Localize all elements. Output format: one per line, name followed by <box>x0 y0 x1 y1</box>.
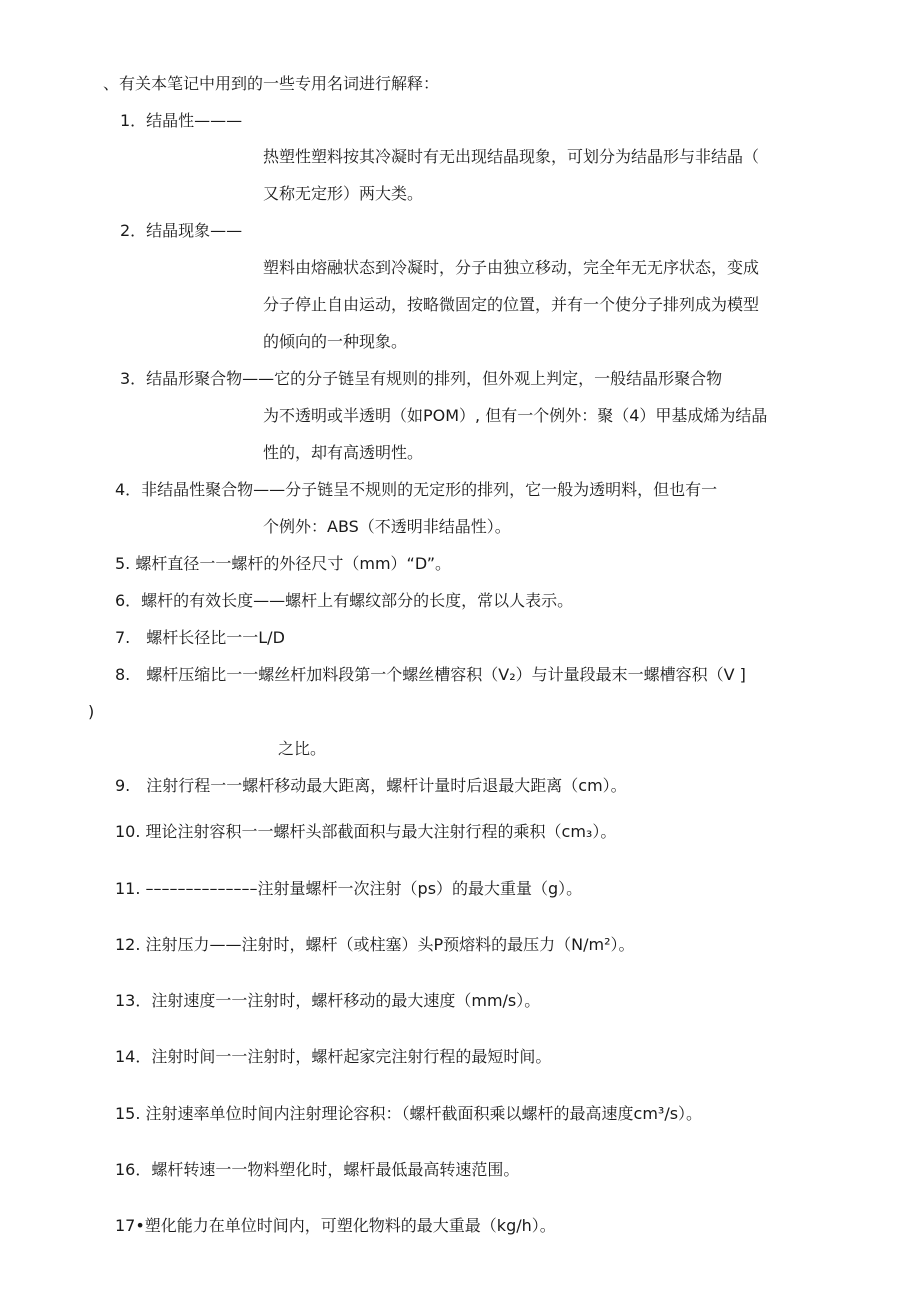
item-11: 11. ––––––––––––––注射量螺杆一次注射（ps）的最大重量（g）。 <box>115 879 583 898</box>
item-6: 6．螺杆的有效长度——螺杆上有螺纹部分的长度，常以人表示。 <box>115 591 574 610</box>
item-3-head: 3．结晶形聚合物——它的分子链呈有规则的排列，但外观上判定，一般结晶形聚合物 <box>120 369 723 388</box>
item-3-body: 性的，却有高透明性。 <box>263 443 424 462</box>
item-1-body: 又称无定形）两大类。 <box>263 184 424 203</box>
item-1-body: 热塑性塑料按其冷凝时有无出现结晶现象，可划分为结晶形与非结晶（ <box>263 147 760 166</box>
item-7: 7. 螺杆长径比一一L/D <box>115 628 285 647</box>
item-12: 12. 注射压力——注射时，螺杆（或柱塞）头P预熔料的最压力（N/m²）。 <box>115 935 635 954</box>
item-17: 17•塑化能力在单位时间内，可塑化物料的最大重最（kg/h）。 <box>115 1216 556 1235</box>
item-8-paren: ) <box>88 702 95 721</box>
item-2-body: 塑料由熔融状态到冷凝时，分子由独立移动，完全年无无序状态，变成 <box>263 258 760 277</box>
item-4-head: 4．非结晶性聚合物——分子链呈不规则的无定形的排列，它一般为透明料，但也有一 <box>115 480 718 499</box>
item-13: 13．注射速度一一注射时，螺杆移动的最大速度（mm/s）。 <box>115 991 541 1010</box>
item-8-head: 8. 螺杆压缩比一一螺丝杆加料段第一个螺丝槽容积（V₂）与计量段最末一螺槽容积（V ] <box>115 665 746 684</box>
item-1-head: 1．结晶性——— <box>120 111 243 130</box>
item-2-head: 2．结晶现象—— <box>120 221 243 240</box>
item-9: 9. 注射行程一一螺杆移动最大距离，螺杆计量时后退最大距离（cm）。 <box>115 776 627 795</box>
intro-line: 、有关本笔记中用到的一些专用名词进行解释： <box>103 74 440 93</box>
item-10: 10. 理论注射容积一一螺杆头部截面积与最大注射行程的乘积（cm₃）。 <box>115 822 617 841</box>
item-15: 15. 注射速率单位时间内注射理论容积：（螺杆截面积乘以螺杆的最高速度cm³/s）。 <box>115 1104 703 1123</box>
item-16: 16．螺杆转速一一物料塑化时，螺杆最低最高转速范围。 <box>115 1160 520 1179</box>
item-2-body: 的倾向的一种现象。 <box>263 332 408 351</box>
item-4-body: 个例外：ABS（不透明非结晶性）。 <box>263 517 511 536</box>
item-3-body: 为不透明或半透明（如POM）, 但有一个例外：聚（4）甲基成烯为结晶 <box>263 406 768 425</box>
item-14: 14．注射时间一一注射时，螺杆起家完注射行程的最短时间。 <box>115 1047 552 1066</box>
item-5: 5. 螺杆直径一一螺杆的外径尺寸（mm）“D”。 <box>115 554 451 573</box>
item-2-body: 分子停止自由运动，按略微固定的位置，并有一个使分子排列成为模型 <box>263 295 760 314</box>
item-8-tail: 之比。 <box>278 739 327 758</box>
